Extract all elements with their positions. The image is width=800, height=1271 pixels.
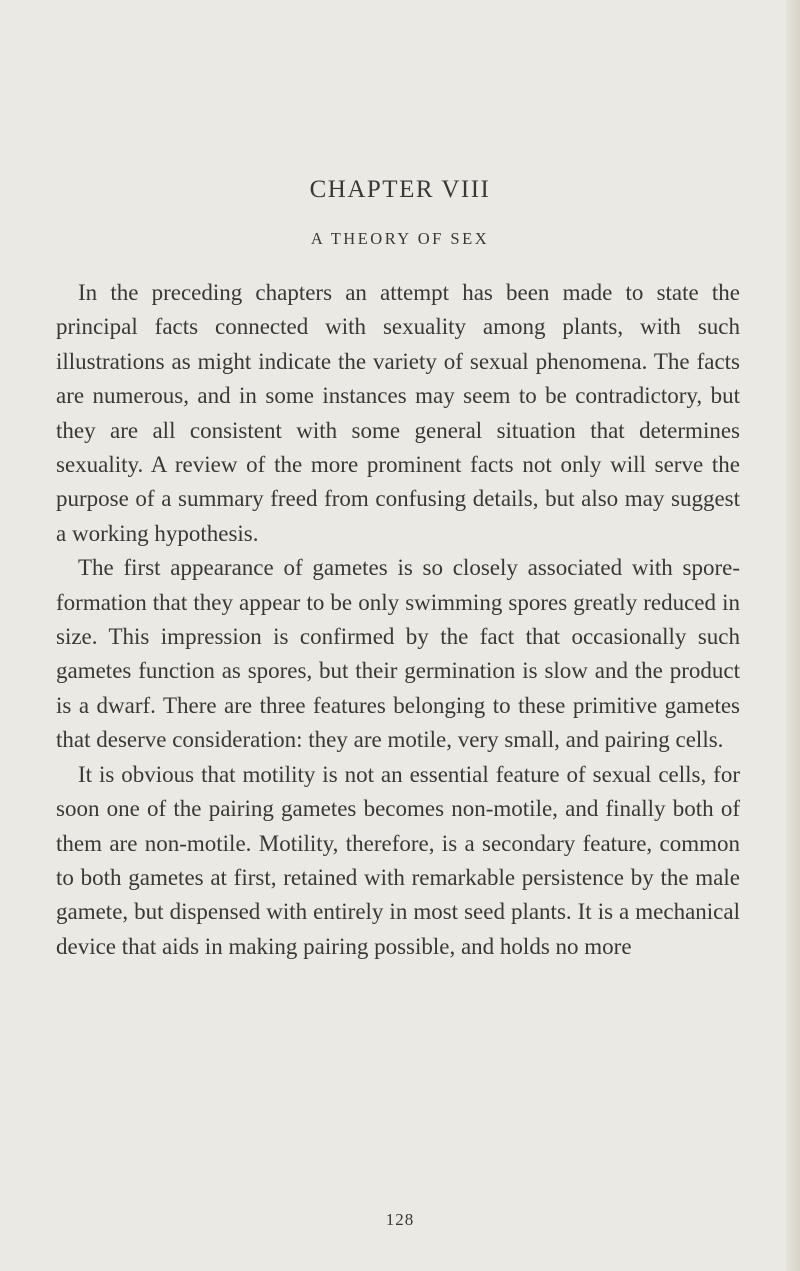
paragraph-1: In the preceding chapters an attempt has been made to state the principal facts connected with sexuality among plants, with such illustrations as might indicate the variety of sexual phenomena. The facts are numerous, and in some instances may seem to be contradictory, but they are all consistent with some general situation that determines sexuality. A review of the more prominent facts not only will serve the purpose of a summary freed from confusing details, but also may suggest a working hypothesis.: [56, 280, 740, 546]
body-text: [56, 276, 740, 964]
chapter-heading: CHAPTER VIII: [309, 176, 491, 203]
chapter-title: A THEORY OF SEX: [310, 229, 490, 248]
paragraph-3: It is obvious that motility is not an essential feature of sexual cells, for soon one of the pairing gametes becomes non-motile, and finally both of them are non-motile. Motility, therefore, is a secondary feature, common to both gametes at first, retained with remarkable persistence by the male gamete, but dispensed with entirely in most seed plants. It is a mechanical device that aids in making pairing possible, and holds no more: [56, 761, 740, 959]
page-number: 128: [385, 1210, 415, 1229]
paragraph-2: The first appearance of gametes is so closely associated with spore-formation that they appear to be only swimming spores greatly reduced in size. This impression is confirmed by the fact that occasionally such gametes function as spores, but their germination is slow and the product is a dwarf. There are three features belonging to these primitive gametes that deserve consideration: they are motile, very small, and pairing cells.: [56, 555, 740, 753]
